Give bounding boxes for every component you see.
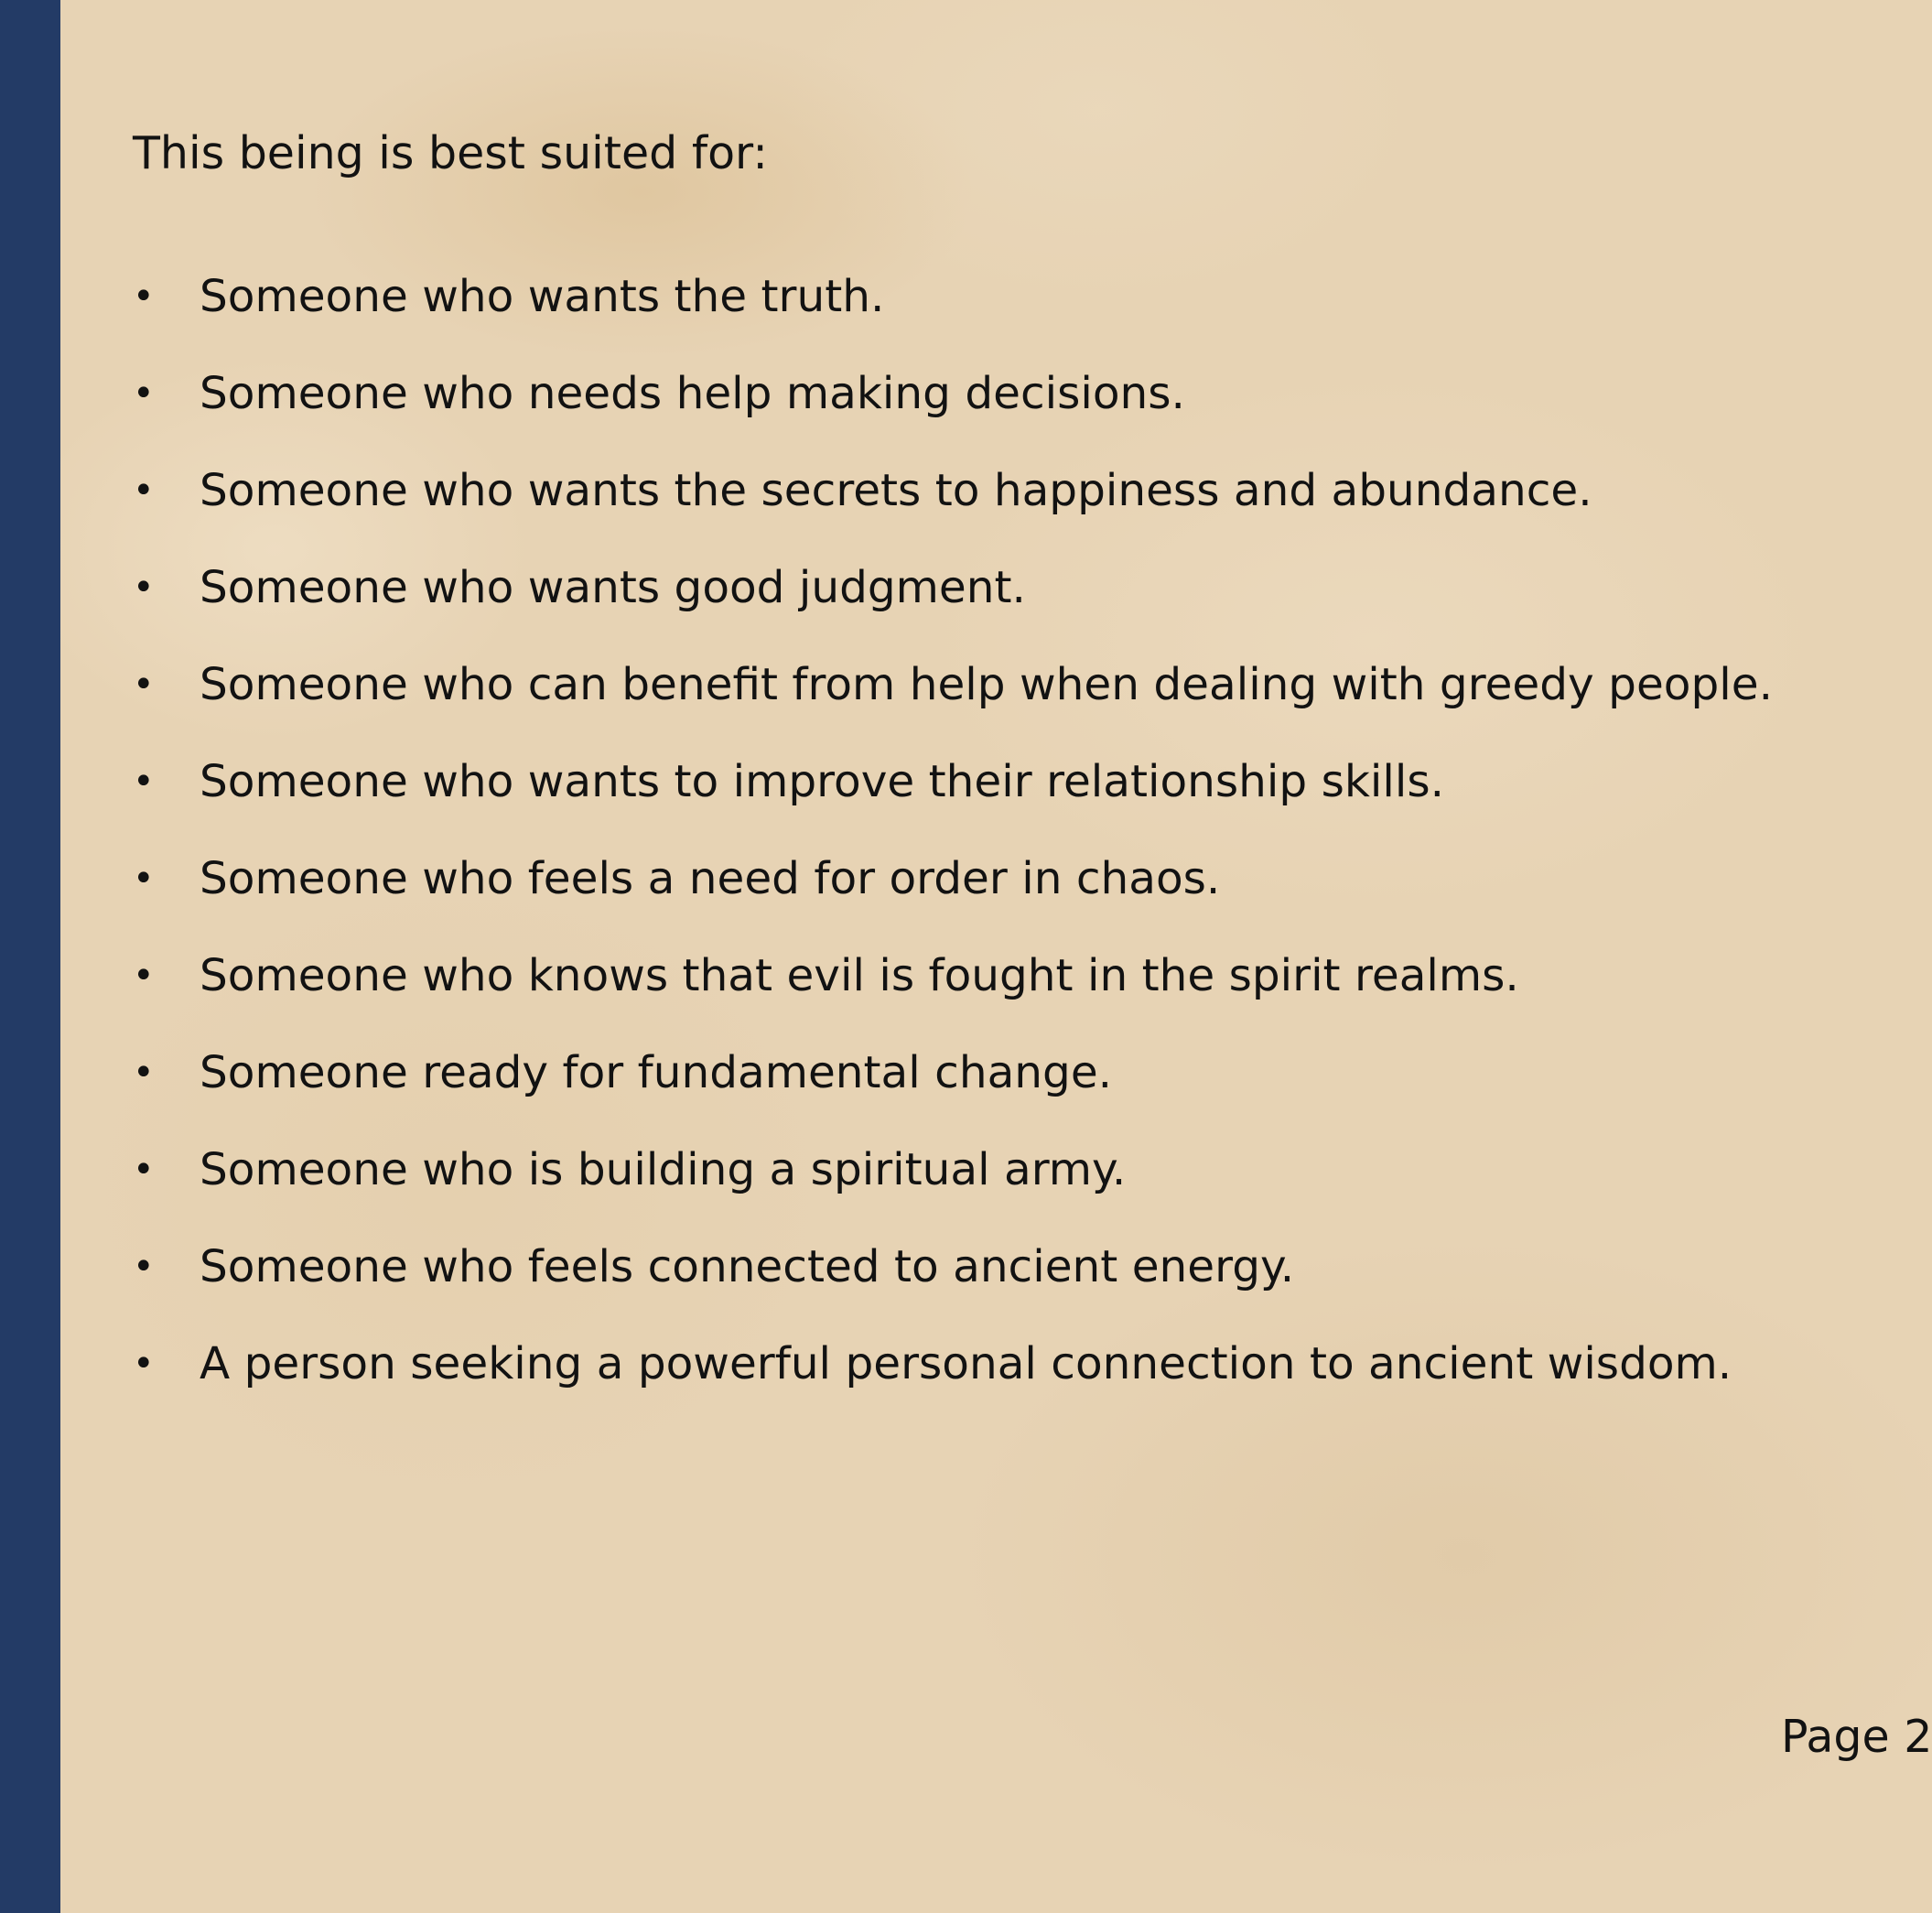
list-item-text: Someone who feels connected to ancient energy. — [200, 1241, 1295, 1292]
list-item-text: Someone who feels a need for order in chaos. — [200, 853, 1221, 904]
list-item — [133, 558, 1773, 655]
list-item — [133, 364, 1773, 461]
list-item — [133, 461, 1773, 558]
list-item-text: A person seeking a powerful personal connection to ancient wisdom. — [200, 1338, 1732, 1389]
page-spine-bar — [0, 0, 60, 1913]
list-item-text: Someone who knows that evil is fought in the spirit realms. — [200, 950, 1519, 1001]
suited-for-list — [133, 267, 1773, 1432]
bullet-icon: • — [133, 470, 155, 512]
list-item-text: Someone who wants the secrets to happiness and abundance. — [200, 465, 1592, 516]
bullet-icon: • — [133, 567, 155, 609]
bullet-icon: • — [133, 1343, 155, 1385]
list-item — [133, 1335, 1773, 1432]
bullet-icon: • — [133, 1052, 155, 1094]
list-item — [133, 752, 1773, 849]
bullet-icon: • — [133, 761, 155, 803]
bullet-icon: • — [133, 1246, 155, 1288]
list-item-text: Someone who wants the truth. — [200, 271, 885, 322]
page-number: Page 2 — [1781, 1711, 1932, 1763]
bullet-icon: • — [133, 1149, 155, 1191]
list-item — [133, 946, 1773, 1043]
list-item — [133, 849, 1773, 946]
list-item-text: Someone who wants to improve their relationship skills. — [200, 756, 1445, 807]
bullet-icon: • — [133, 276, 155, 318]
list-item — [133, 267, 1773, 364]
list-item-text: Someone ready for fundamental change. — [200, 1047, 1113, 1098]
list-item-text: Someone who needs help making decisions. — [200, 368, 1185, 419]
list-item-text: Someone who wants good judgment. — [200, 562, 1026, 613]
list-item-text: Someone who is building a spiritual army. — [200, 1144, 1127, 1195]
list-item-text: Someone who can benefit from help when dealing with greedy people. — [200, 659, 1773, 710]
list-item — [133, 655, 1773, 752]
bullet-icon: • — [133, 664, 155, 706]
bullet-icon: • — [133, 373, 155, 415]
bullet-icon: • — [133, 858, 155, 900]
section-heading: This being is best suited for: — [133, 127, 768, 179]
list-item — [133, 1140, 1773, 1238]
bullet-icon: • — [133, 955, 155, 997]
list-item — [133, 1043, 1773, 1140]
list-item — [133, 1238, 1773, 1335]
